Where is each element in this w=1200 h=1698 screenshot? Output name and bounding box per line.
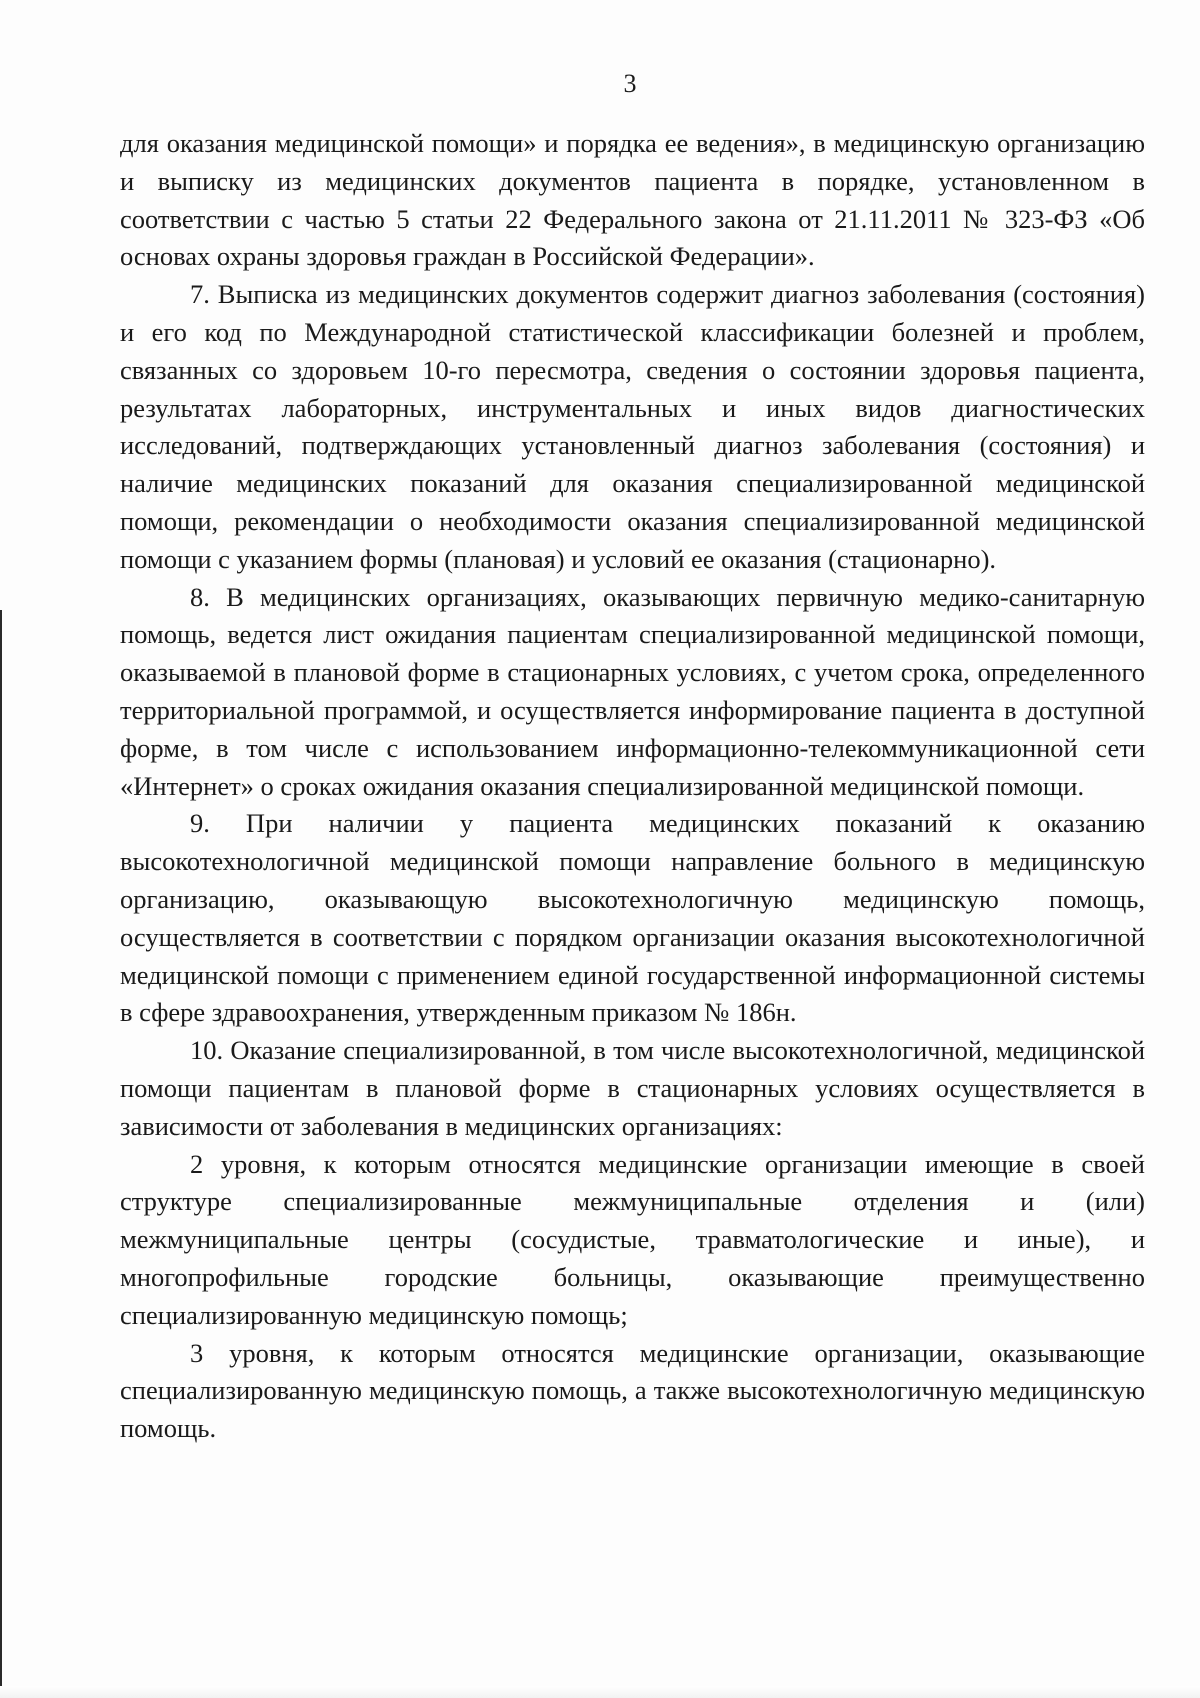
- scan-bottom-edge: [0, 1686, 1200, 1698]
- page-number: 3: [623, 69, 637, 98]
- paragraph-level-2: 2 уровня, к которым относятся медицинские организации имеющие в своей структуре специализированные межмуниципальные отделения и (или) межмуниципальные центры (сосудистые, травматологические и иные), и многопрофильные городские больницы, оказывающие преимущественно специализированную медицинскую помощь;: [120, 1148, 1145, 1330]
- paragraph-item-8: 8. В медицинских организациях, оказывающих первичную медико-санитарную помощь, ведется лист ожидания пациентам специализированной медицинской помощи, оказываемой в плановой форме в стационарных условиях, с учетом срока, определенного территориальной программой, и осуществляется информирование пациента в доступной форме, в том числе с использованием информационно-телекоммуникационной сети «Интернет» о сроках ожидания оказания специализированной медицинской помощи.: [120, 581, 1145, 801]
- paragraph-item-10: 10. Оказание специализированной, в том числе высокотехнологичной, медицинской помощи пациентам в плановой форме в стационарных условиях осуществляется в зависимости от заболевания в медицинских организациях:: [120, 1035, 1145, 1141]
- paragraph-level-3: 3 уровня, к которым относятся медицинские организации, оказывающие специализированную медицинскую помощь, а также высокотехнологичную медицинскую помощь.: [120, 1337, 1145, 1444]
- scan-edge-line: [0, 610, 2, 1698]
- paragraph-item-9: 9. При наличии у пациента медицинских показаний к оказанию высокотехнологичной медицинской помощи направление больного в медицинскую организацию, оказывающую высокотехнологичную медицинскую помощь, осуществляется в соответствии с порядком организации оказания высокотехнологичной медицинской помощи с применением единой государственной информационной системы в сфере здравоохранения, утвержденным приказом № 186н.: [120, 808, 1145, 1028]
- paragraph-continuation: для оказания медицинской помощи» и порядка ее ведения», в медицинскую организацию и выписку из медицинских документов пациента в порядке, установленном в соответствии с частью 5 статьи 22 Федерального закона от 21.11.2011 № 323-ФЗ «Об основах охраны здоровья граждан в Российской Федерации».: [120, 128, 1145, 272]
- document-body: [120, 125, 1145, 1448]
- paragraph-item-7: 7. Выписка из медицинских документов содержит диагноз заболевания (состояния) и его код по Международной статистической классификации болезней и проблем, связанных со здоровьем 10-го пересмотра, сведения о состоянии здоровья пациента, результатах лабораторных, инструментальных и иных видов диагностических исследований, подтверждающих установленный диагноз заболевания (состояния) и наличие медицинских показаний для оказания специализированной медицинской помощи, рекомендации о необходимости оказания специализированной медицинской помощи с указанием формы (плановая) и условий ее оказания (стационарно).: [120, 279, 1145, 574]
